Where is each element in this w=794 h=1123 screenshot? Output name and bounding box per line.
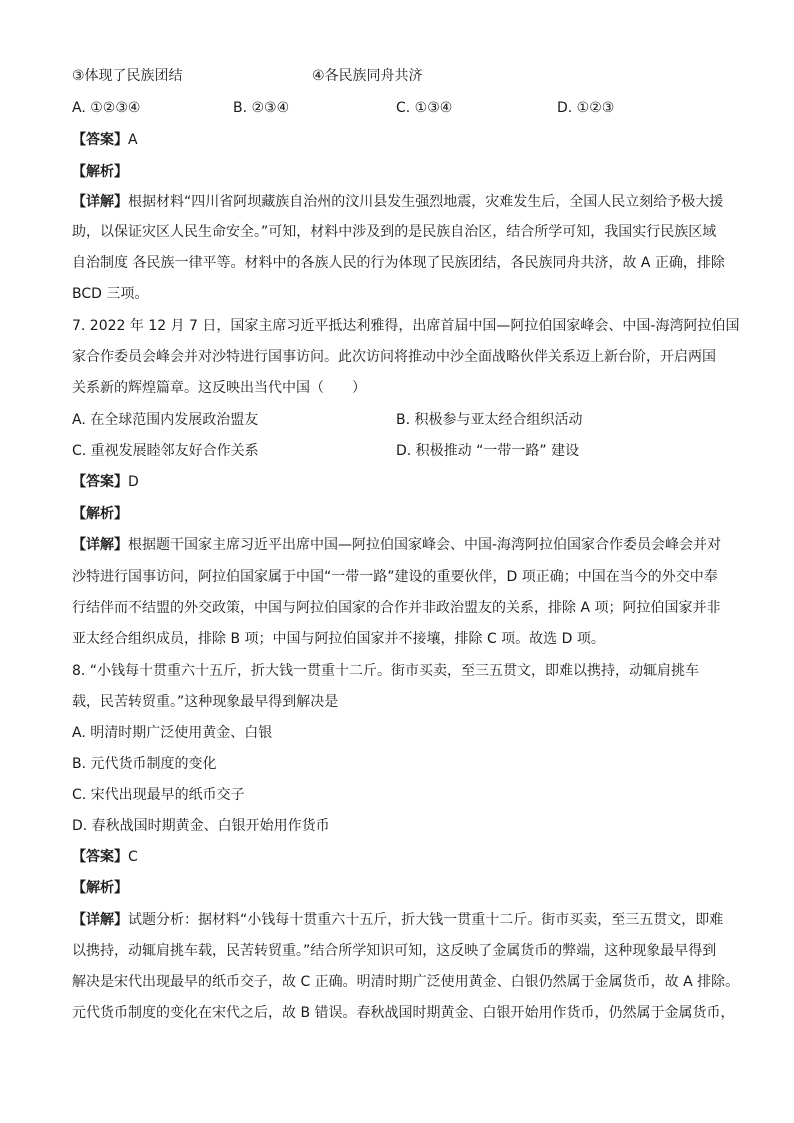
q7-detail-line-2: 沙特进行国事访问，阿拉伯国家属于中国“一带一路”建设的重要伙伴，D 项正确；中国在当今的外交中奉 (72, 569, 718, 585)
q6-detail-line-4: BCD 三项。 (72, 286, 149, 302)
q8-choice-b: B. 元代货币制度的变化 (72, 756, 217, 772)
answer-value: A (128, 132, 138, 148)
answer-tag: 【答案】 (72, 849, 128, 865)
q7-detail-line-3: 行结伴而不结盟的外交政策，中国与阿拉伯国家的合作并非政治盟友的关系，排除 A 项；阿拉伯国家并非 (72, 600, 721, 616)
q8-analysis-heading: 【解析】 (72, 880, 128, 896)
q8-detail-line-3: 解决是宋代出现最早的纸币交子，故 C 正确。明清时期广泛使用黄金、白银仍然属于金属货币，故 A 排除。 (72, 974, 740, 990)
detail-tag: 【详解】 (72, 912, 128, 928)
q6-detail-line-1 (72, 192, 723, 212)
q6-analysis-heading: 【解析】 (72, 164, 128, 180)
q8-stem-line-1: 8. “小钱每十贯重六十五斤，折大钱一贯重十二斤。街市买卖，至三五贯文，即难以携持，动辄肩挑车 (72, 663, 700, 679)
answer-tag: 【答案】 (72, 132, 128, 148)
detail-text: 根据材料“四川省阿坝藏族自治州的汶川县发生强烈地震，灾难发生后，全国人民立刻给予极大援 (128, 194, 724, 210)
detail-tag: 【详解】 (72, 537, 128, 553)
q8-answer (72, 847, 138, 867)
q6-answer (72, 130, 138, 150)
q6-option-4: ④各民族同舟共济 (312, 68, 423, 84)
q7-choice-a: A. 在全球范围内发展政治盟友 (72, 412, 259, 428)
q7-answer (72, 472, 139, 492)
q6-option-3: ③体现了民族团结 (72, 68, 183, 84)
q8-choice-c: C. 宋代出现最早的纸币交子 (72, 787, 245, 803)
answer-value: C (128, 849, 138, 865)
q6-detail-line-3: 自治制度 各民族一律平等。材料中的各族人民的行为体现了民族团结，各民族同舟共济，故 A 正确，排除 (72, 255, 725, 271)
q6-choice-b: B. ②③④ (233, 100, 290, 116)
answer-tag: 【答案】 (72, 474, 128, 490)
q8-choice-d: D. 春秋战国时期黄金、白银开始用作货币 (72, 818, 330, 834)
q7-stem-line-1: 7. 2022 年 12 月 7 日，国家主席习近平抵达利雅得，出席首届中国—阿拉伯国家峰会、中国-海湾阿拉伯国 (72, 318, 740, 334)
q7-stem-line-3: 关系新的辉煌篇章。这反映出当代中国（ ） (72, 380, 366, 396)
q7-analysis-heading: 【解析】 (72, 506, 128, 522)
q7-detail-line-4: 亚太经合组织成员，排除 B 项；中国与阿拉伯国家并不接壤，排除 C 项。故选 D 项。 (72, 631, 605, 647)
q8-detail-line-4: 元代货币制度的变化在宋代之后，故 B 错误。春秋战国时期黄金、白银开始用作货币，仍然属于金属货币， (72, 1005, 735, 1021)
q7-detail-line-1 (72, 535, 721, 555)
answer-value: D (128, 474, 139, 490)
q8-detail-line-1 (72, 910, 723, 930)
detail-text: 根据题干国家主席习近平出席中国—阿拉伯国家峰会、中国-海湾阿拉伯国家合作委员会峰会并对 (128, 537, 722, 553)
q7-choice-b: B. 积极参与亚太经合组织活动 (396, 412, 583, 428)
detail-text: 试题分析：据材料“小钱每十贯重六十五斤，折大钱一贯重十二斤。街市买卖，至三五贯文，即难 (128, 912, 724, 928)
q6-choice-d: D. ①②③ (557, 100, 615, 116)
q8-choice-a: A. 明清时期广泛使用黄金、白银 (72, 725, 273, 741)
q8-detail-line-2: 以携持，动辄肩挑车载，民苦转贸重。”结合所学知识可知，这反映了金属货币的弊端，这种现象最早得到 (72, 943, 717, 959)
q6-detail-line-2: 助，以保证灾区人民生命安全。”可知，材料中涉及到的是民族自治区，结合所学可知，我国实行民族区域 (72, 224, 717, 240)
detail-tag: 【详解】 (72, 194, 128, 210)
q7-choice-d: D. 积极推动 “一带一路” 建设 (396, 443, 580, 459)
q8-stem-line-2: 载，民苦转贸重。”这种现象最早得到解决是 (72, 694, 339, 710)
q6-choice-a: A. ①②③④ (72, 100, 141, 116)
q7-choice-c: C. 重视发展睦邻友好合作关系 (72, 443, 259, 459)
q6-choice-c: C. ①③④ (396, 100, 453, 116)
q7-stem-line-2: 家合作委员会峰会并对沙特进行国事访问。此次访问将推动中沙全面战略伙伴关系迈上新台阶，开启两国 (72, 349, 716, 365)
